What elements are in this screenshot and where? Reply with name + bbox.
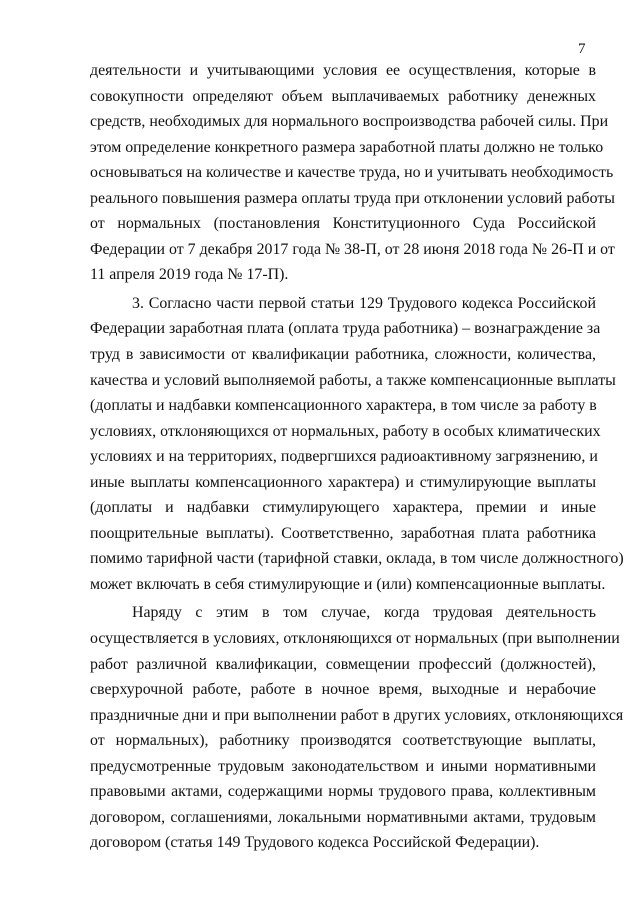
text-line: договором, соглашениями, локальными нормативными актами, трудовым <box>90 808 596 826</box>
text-line: реального повышения размера оплаты труда при отклонении условий работы <box>90 189 615 207</box>
text-line: Наряду с этим в том случае, когда трудовая деятельность <box>132 604 596 622</box>
text-line: условиях, отклоняющихся от нормальных, работу в особых климатических <box>90 422 601 440</box>
text-line: качества и условий выполняемой работы, а также компенсационные выплаты <box>90 371 616 389</box>
text-line: иные выплаты компенсационного характера) и стимулирующие выплаты <box>90 473 596 491</box>
text-line: работ различной квалификации, совмещении профессий (должностей), <box>90 655 596 673</box>
text-line: основываться на количестве и качестве труда, но и учитывать необходимость <box>90 164 614 182</box>
text-line: условиях и на территориях, подвергшихся радиоактивному загрязнению, и <box>90 448 598 466</box>
text-line: поощрительные выплаты). Соответственно, заработная плата работника <box>90 524 596 542</box>
paragraph <box>90 291 624 598</box>
text-line: от нормальных (постановления Конституционного Суда Российской <box>90 215 596 233</box>
text-line: предусмотренные трудовым законодательством и иными нормативными <box>90 757 596 775</box>
text-line: сверхурочной работе, работе в ночное время, выходные и нерабочие <box>90 681 596 699</box>
text-line: средств, необходимых для нормального воспроизводства рабочей силы. При <box>90 113 609 131</box>
text-line: 11 апреля 2019 года № 17-П). <box>90 266 289 284</box>
text-line: 3. Согласно части первой статьи 129 Трудового кодекса Российской <box>132 294 596 312</box>
text-line: от нормальных), работнику производятся соответствующие выплаты, <box>90 732 596 750</box>
text-line: Федерации от 7 декабря 2017 года № 38-П, от 28 июня 2018 года № 26-П и от <box>90 240 615 258</box>
document-body <box>90 58 624 859</box>
page-number: 7 <box>578 41 586 57</box>
paragraph <box>90 600 624 855</box>
paragraph <box>90 58 615 288</box>
text-line: совокупности определяют объем выплачиваемых работнику денежных <box>90 87 596 105</box>
text-line: Федерации заработная плата (оплата труда работника) – вознаграждение за <box>90 320 601 338</box>
text-line: (доплаты и надбавки стимулирующего характера, премии и иные <box>90 499 596 517</box>
text-line: этом определение конкретного размера заработной платы должно не только <box>90 138 604 156</box>
text-line: помимо тарифной части (тарифной ставки, оклада, в том числе должностного) <box>90 550 624 568</box>
text-line: деятельности и учитывающими условия ее осуществления, которые в <box>90 62 596 79</box>
text-line: договором (статья 149 Трудового кодекса Российской Федерации). <box>90 834 540 852</box>
text-line: (доплаты и надбавки компенсационного характера, в том числе за работу в <box>90 397 597 415</box>
text-line: может включать в себя стимулирующие и (или) компенсационные выплаты. <box>90 575 606 593</box>
text-line: труд в зависимости от квалификации работника, сложности, количества, <box>90 346 596 364</box>
text-line: праздничные дни и при выполнении работ в других условиях, отклоняющихся <box>90 706 624 724</box>
text-line: правовыми актами, содержащими нормы трудового права, коллективным <box>90 783 596 801</box>
text-line: осуществляется в условиях, отклоняющихся от нормальных (при выполнении <box>90 630 620 648</box>
